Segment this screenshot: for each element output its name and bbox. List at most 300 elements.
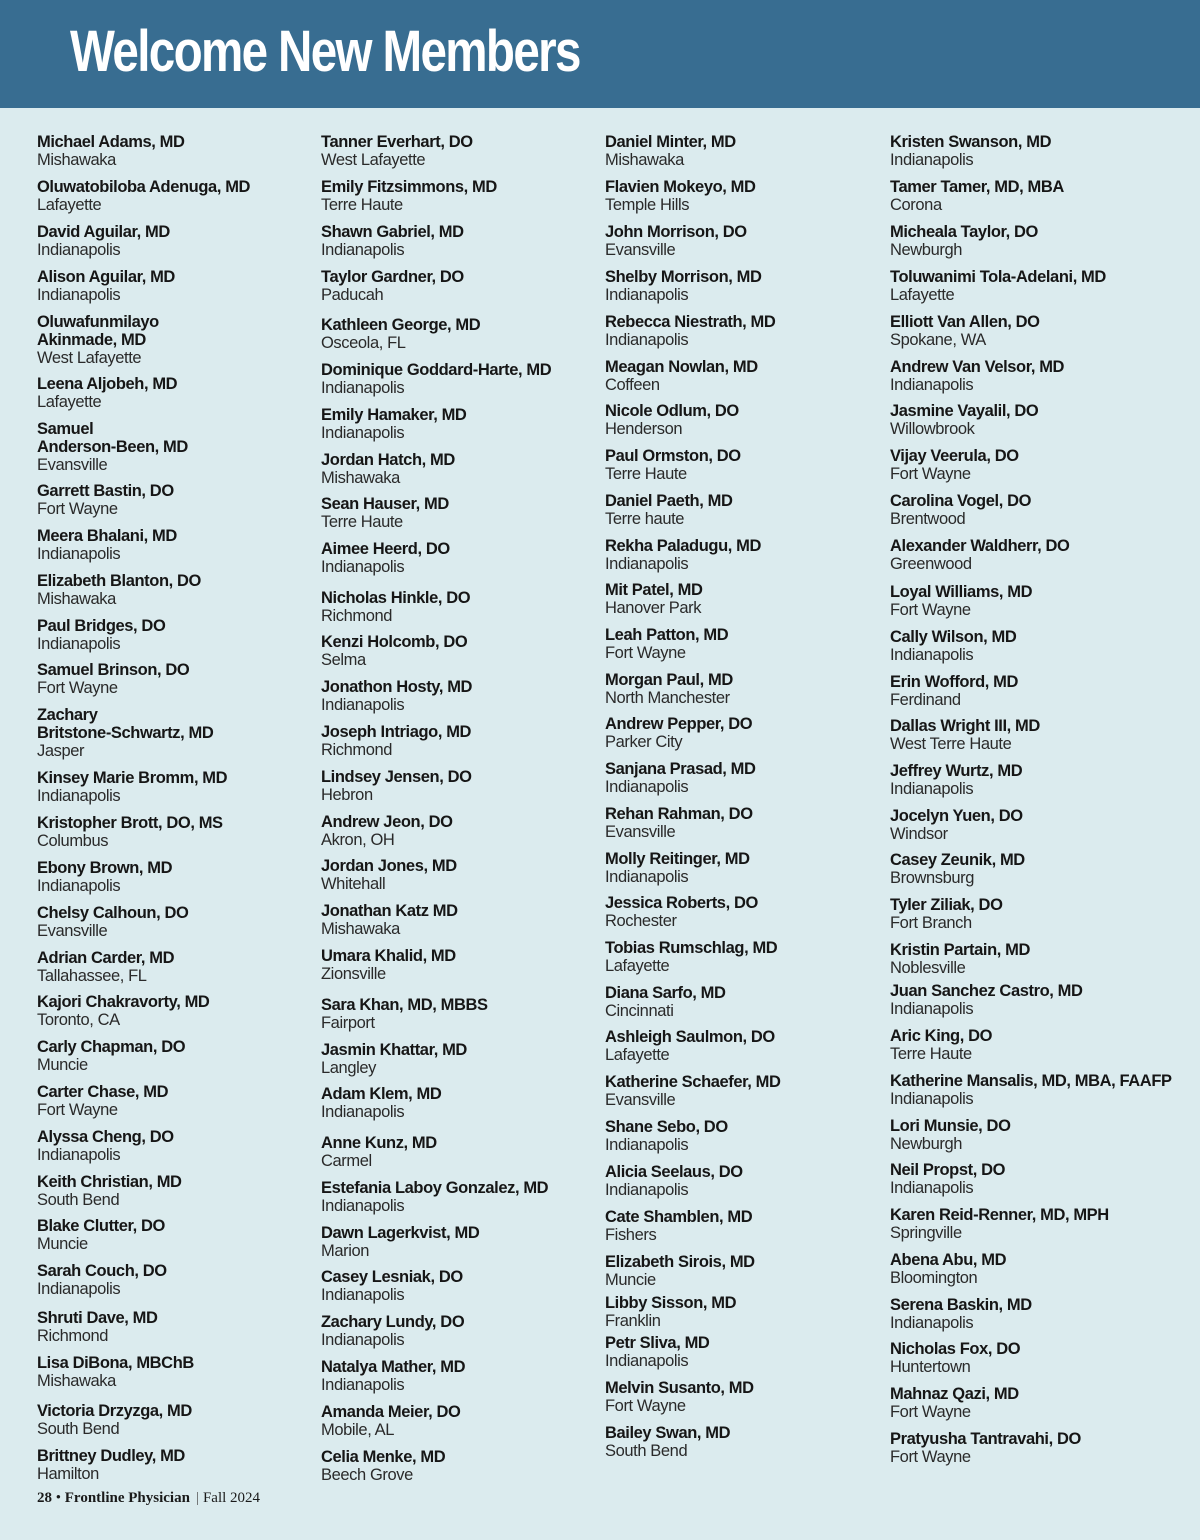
member-city: Indianapolis bbox=[321, 1376, 405, 1394]
member-entry bbox=[890, 358, 1170, 394]
member-entry bbox=[605, 268, 885, 304]
member-name: Nicholas Hinkle, DO bbox=[321, 589, 471, 607]
member-city: Indianapolis bbox=[37, 787, 121, 805]
member-entry bbox=[605, 1379, 885, 1415]
member-city: South Bend bbox=[37, 1191, 120, 1209]
member-name: Daniel Minter, MD bbox=[605, 133, 736, 151]
member-name: Lori Munsie, DO bbox=[890, 1117, 1011, 1135]
member-entry bbox=[605, 1294, 885, 1330]
member-entry bbox=[37, 1354, 317, 1390]
member-entry bbox=[890, 1027, 1170, 1063]
member-entry bbox=[37, 313, 317, 367]
member-entry bbox=[890, 1117, 1170, 1153]
member-entry bbox=[890, 1340, 1170, 1376]
member-city: Indianapolis bbox=[605, 331, 689, 349]
member-entry bbox=[321, 1358, 601, 1394]
member-city: Mishawaka bbox=[321, 469, 400, 487]
member-entry bbox=[37, 769, 317, 805]
member-name: Brittney Dudley, MD bbox=[37, 1447, 185, 1465]
member-city: South Bend bbox=[605, 1442, 688, 1460]
member-entry bbox=[37, 706, 317, 760]
member-name: Dallas Wright III, MD bbox=[890, 717, 1040, 735]
member-entry bbox=[37, 617, 317, 653]
member-entry bbox=[890, 673, 1170, 709]
member-entry bbox=[605, 671, 885, 707]
member-name: Zachary Lundy, DO bbox=[321, 1313, 465, 1331]
member-entry bbox=[321, 678, 601, 714]
member-city: Fort Wayne bbox=[37, 500, 118, 518]
member-entry bbox=[890, 1161, 1170, 1197]
member-city: West Lafayette bbox=[37, 349, 142, 367]
member-city: Terre haute bbox=[605, 510, 685, 528]
member-city: Spokane, WA bbox=[890, 331, 986, 349]
member-entry bbox=[321, 1268, 601, 1304]
member-name: Aric King, DO bbox=[890, 1027, 993, 1045]
member-column-3 bbox=[605, 133, 885, 1488]
member-name: Kathleen George, MD bbox=[321, 316, 481, 334]
member-entry bbox=[605, 1118, 885, 1154]
member-name: Jasmin Khattar, MD bbox=[321, 1041, 467, 1059]
member-city: Cincinnati bbox=[605, 1002, 674, 1020]
member-city: Evansville bbox=[605, 1091, 676, 1109]
member-column-4 bbox=[890, 133, 1170, 1488]
member-name: Libby Sisson, MD bbox=[605, 1294, 737, 1312]
member-name: Cally Wilson, MD bbox=[890, 628, 1017, 646]
member-city: Indianapolis bbox=[605, 286, 689, 304]
member-name: Samuel Brinson, DO bbox=[37, 661, 190, 679]
member-city: Columbus bbox=[37, 832, 109, 850]
member-name: Oluwafunmilayo bbox=[37, 313, 159, 331]
member-name: Pratyusha Tantravahi, DO bbox=[890, 1430, 1081, 1448]
member-name: Dominique Goddard-Harte, MD bbox=[321, 361, 552, 379]
member-entry bbox=[321, 406, 601, 442]
member-name: Adrian Carder, MD bbox=[37, 949, 175, 967]
member-city: Indianapolis bbox=[37, 635, 121, 653]
member-city: Fort Wayne bbox=[605, 644, 686, 662]
member-entry bbox=[321, 1224, 601, 1260]
member-name: Shruti Dave, MD bbox=[37, 1309, 158, 1327]
member-entry bbox=[321, 1313, 601, 1349]
member-city: Indianapolis bbox=[37, 1146, 121, 1164]
member-name: Ashleigh Saulmon, DO bbox=[605, 1028, 775, 1046]
member-column-2 bbox=[321, 133, 601, 1488]
member-entry bbox=[890, 807, 1170, 843]
member-city: Franklin bbox=[605, 1312, 661, 1330]
member-entry bbox=[605, 1073, 885, 1109]
member-city: Toronto, CA bbox=[37, 1011, 120, 1029]
member-city: Indianapolis bbox=[605, 868, 689, 886]
member-name: Morgan Paul, MD bbox=[605, 671, 733, 689]
member-city: Jasper bbox=[37, 742, 85, 760]
header-banner bbox=[0, 0, 1200, 108]
member-city: Evansville bbox=[37, 922, 108, 940]
member-city: Evansville bbox=[37, 456, 108, 474]
member-entry bbox=[890, 1251, 1170, 1287]
member-entry bbox=[605, 1334, 885, 1370]
member-name: Kristen Swanson, MD bbox=[890, 133, 1052, 151]
member-name: Serena Baskin, MD bbox=[890, 1296, 1032, 1314]
member-city: Terre Haute bbox=[321, 513, 403, 531]
member-entry bbox=[37, 814, 317, 850]
member-city: Selma bbox=[321, 651, 366, 669]
member-city: Indianapolis bbox=[890, 1090, 974, 1108]
member-name: Rebecca Niestrath, MD bbox=[605, 313, 776, 331]
member-entry bbox=[890, 178, 1170, 214]
member-city: Indianapolis bbox=[321, 696, 405, 714]
member-name: Natalya Mather, MD bbox=[321, 1358, 466, 1376]
publication-name: Frontline Physician bbox=[64, 1490, 190, 1506]
member-entry bbox=[605, 178, 885, 214]
member-name: Keith Christian, MD bbox=[37, 1173, 182, 1191]
member-name: Alicia Seelaus, DO bbox=[605, 1163, 743, 1181]
member-city: Fort Branch bbox=[890, 914, 972, 932]
member-entry bbox=[890, 537, 1170, 573]
member-entry bbox=[605, 1163, 885, 1199]
member-entry bbox=[605, 447, 885, 483]
member-name: Oluwatobiloba Adenuga, MD bbox=[37, 178, 251, 196]
member-name: Toluwanimi Tola-Adelani, MD bbox=[890, 268, 1106, 286]
member-name-continued: Anderson-Been, MD bbox=[37, 438, 188, 456]
member-entry bbox=[37, 904, 317, 940]
member-entry bbox=[890, 941, 1170, 977]
member-entry bbox=[890, 717, 1170, 753]
member-name: Andrew Jeon, DO bbox=[321, 813, 453, 831]
member-entry bbox=[321, 723, 601, 759]
member-name: Cate Shamblen, MD bbox=[605, 1208, 753, 1226]
member-entry bbox=[605, 894, 885, 930]
member-city: Indianapolis bbox=[37, 877, 121, 895]
member-name: Sara Khan, MD, MBBS bbox=[321, 996, 488, 1014]
member-city: Henderson bbox=[605, 420, 683, 438]
member-name: Carolina Vogel, DO bbox=[890, 492, 1032, 510]
member-entry bbox=[605, 358, 885, 394]
member-entry bbox=[321, 947, 601, 983]
member-name: Leena Aljobeh, MD bbox=[37, 375, 178, 393]
member-name: Mit Patel, MD bbox=[605, 581, 703, 599]
member-city: Tallahassee, FL bbox=[37, 967, 147, 985]
member-entry bbox=[890, 133, 1170, 169]
member-name: Kinsey Marie Bromm, MD bbox=[37, 769, 228, 787]
member-name: Jocelyn Yuen, DO bbox=[890, 807, 1023, 825]
member-entry bbox=[605, 492, 885, 528]
member-city: Fairport bbox=[321, 1014, 375, 1032]
member-entry bbox=[321, 589, 601, 625]
member-name: Celia Menke, MD bbox=[321, 1448, 446, 1466]
member-name: Alexander Waldherr, DO bbox=[890, 537, 1070, 555]
member-entry bbox=[37, 572, 317, 608]
member-name: Amanda Meier, DO bbox=[321, 1403, 461, 1421]
member-city: Hebron bbox=[321, 786, 373, 804]
member-city: Evansville bbox=[605, 241, 676, 259]
member-entry bbox=[321, 857, 601, 893]
member-entry bbox=[37, 1038, 317, 1074]
member-city: Terre Haute bbox=[321, 196, 403, 214]
member-entry bbox=[605, 760, 885, 796]
member-city: Brentwood bbox=[890, 510, 966, 528]
member-city: Newburgh bbox=[890, 241, 963, 259]
member-city: Lafayette bbox=[37, 393, 102, 411]
member-name: Leah Patton, MD bbox=[605, 626, 729, 644]
member-name: Sean Hauser, MD bbox=[321, 495, 449, 513]
member-entry bbox=[890, 1385, 1170, 1421]
member-city: Terre Haute bbox=[890, 1045, 972, 1063]
member-name: Jordan Hatch, MD bbox=[321, 451, 455, 469]
member-name: Tamer Tamer, MD, MBA bbox=[890, 178, 1064, 196]
member-entry bbox=[321, 1403, 601, 1439]
member-entry bbox=[890, 896, 1170, 932]
member-city: Indianapolis bbox=[37, 286, 121, 304]
member-entry bbox=[890, 851, 1170, 887]
member-name: Diana Sarfo, MD bbox=[605, 984, 726, 1002]
member-city: Lafayette bbox=[605, 1046, 670, 1064]
member-entry bbox=[890, 982, 1170, 1018]
member-name: Umara Khalid, MD bbox=[321, 947, 456, 965]
member-city: Akron, OH bbox=[321, 831, 395, 849]
member-entry bbox=[321, 813, 601, 849]
member-city: Windsor bbox=[890, 825, 948, 843]
member-city: Indianapolis bbox=[605, 778, 689, 796]
member-city: Indianapolis bbox=[605, 1352, 689, 1370]
member-entry bbox=[605, 1253, 885, 1289]
member-entry bbox=[890, 268, 1170, 304]
member-name: Daniel Paeth, MD bbox=[605, 492, 733, 510]
member-city: Parker City bbox=[605, 733, 683, 751]
member-name: Paul Bridges, DO bbox=[37, 617, 166, 635]
member-city: Langley bbox=[321, 1059, 376, 1077]
member-name: Katherine Mansalis, MD, MBA, FAAFP bbox=[890, 1072, 1172, 1090]
member-entry bbox=[890, 1430, 1170, 1466]
member-city: Mishawaka bbox=[37, 590, 116, 608]
member-name: Lisa DiBona, MBChB bbox=[37, 1354, 194, 1372]
member-name: Ebony Brown, MD bbox=[37, 859, 173, 877]
member-city: Indianapolis bbox=[321, 558, 405, 576]
member-entry bbox=[605, 984, 885, 1020]
member-entry bbox=[37, 859, 317, 895]
member-name: Paul Ormston, DO bbox=[605, 447, 741, 465]
member-city: Indianapolis bbox=[890, 376, 974, 394]
member-name: Rehan Rahman, DO bbox=[605, 805, 753, 823]
member-city: Indianapolis bbox=[321, 1197, 405, 1215]
member-column-1 bbox=[37, 133, 317, 1488]
footer-divider: | bbox=[195, 1490, 199, 1506]
member-city: Mobile, AL bbox=[321, 1421, 395, 1439]
member-name: Abena Abu, MD bbox=[890, 1251, 1007, 1269]
member-entry bbox=[37, 1083, 317, 1119]
member-name: Kajori Chakravorty, MD bbox=[37, 993, 210, 1011]
member-entry bbox=[890, 1072, 1170, 1108]
member-name: Nicole Odlum, DO bbox=[605, 402, 739, 420]
member-city: Terre Haute bbox=[605, 465, 687, 483]
member-city: West Lafayette bbox=[321, 151, 426, 169]
member-entry bbox=[37, 1128, 317, 1164]
member-city: Fort Wayne bbox=[605, 1397, 686, 1415]
member-city: Rochester bbox=[605, 912, 677, 930]
member-city: West Terre Haute bbox=[890, 735, 1012, 753]
member-entry bbox=[890, 313, 1170, 349]
page-number: 28 bbox=[37, 1490, 52, 1506]
member-city: Indianapolis bbox=[37, 545, 121, 563]
member-entry bbox=[605, 1424, 885, 1460]
member-city: Fort Wayne bbox=[890, 1403, 971, 1421]
member-name: Melvin Susanto, MD bbox=[605, 1379, 754, 1397]
member-city: Osceola, FL bbox=[321, 334, 406, 352]
member-city: Muncie bbox=[37, 1056, 88, 1074]
member-name: Samuel bbox=[37, 420, 94, 438]
member-entry bbox=[321, 178, 601, 214]
member-entry bbox=[321, 1041, 601, 1077]
member-city: Brownsburg bbox=[890, 869, 975, 887]
member-entry bbox=[321, 268, 601, 304]
member-entry bbox=[605, 537, 885, 573]
member-entry bbox=[890, 447, 1170, 483]
member-entry bbox=[37, 1262, 317, 1298]
member-city: Muncie bbox=[37, 1235, 88, 1253]
member-city: Indianapolis bbox=[605, 555, 689, 573]
member-city: Indianapolis bbox=[890, 646, 974, 664]
member-city: Beech Grove bbox=[321, 1466, 413, 1484]
member-name: Joseph Intriago, MD bbox=[321, 723, 472, 741]
member-city: Fort Wayne bbox=[890, 1448, 971, 1466]
member-entry bbox=[321, 133, 601, 169]
member-name: Taylor Gardner, DO bbox=[321, 268, 464, 286]
member-entry bbox=[605, 1208, 885, 1244]
member-city: Mishawaka bbox=[321, 920, 400, 938]
member-city: Fishers bbox=[605, 1226, 657, 1244]
member-entry bbox=[890, 762, 1170, 798]
member-city: Carmel bbox=[321, 1152, 372, 1170]
member-name: Alison Aguilar, MD bbox=[37, 268, 175, 286]
member-name: Tobias Rumschlag, MD bbox=[605, 939, 778, 957]
member-entry bbox=[321, 540, 601, 576]
member-name: Sarah Couch, DO bbox=[37, 1262, 167, 1280]
member-name: Dawn Lagerkvist, MD bbox=[321, 1224, 480, 1242]
member-name: Jasmine Vayalil, DO bbox=[890, 402, 1039, 420]
member-name: Jessica Roberts, DO bbox=[605, 894, 758, 912]
member-city: Hamilton bbox=[37, 1465, 99, 1483]
member-name: Neil Propst, DO bbox=[890, 1161, 1006, 1179]
member-name: Micheala Taylor, DO bbox=[890, 223, 1038, 241]
member-city: Zionsville bbox=[321, 965, 386, 983]
member-name: Tyler Ziliak, DO bbox=[890, 896, 1003, 914]
member-name: Jonathon Hosty, MD bbox=[321, 678, 473, 696]
member-name: Elliott Van Allen, DO bbox=[890, 313, 1040, 331]
member-entry bbox=[37, 223, 317, 259]
member-city: Indianapolis bbox=[321, 379, 405, 397]
member-name: Nicholas Fox, DO bbox=[890, 1340, 1021, 1358]
member-name: Meagan Nowlan, MD bbox=[605, 358, 758, 376]
member-name-continued: Akinmade, MD bbox=[37, 331, 146, 349]
member-name: Rekha Paladugu, MD bbox=[605, 537, 761, 555]
member-name: Victoria Drzyzga, MD bbox=[37, 1402, 192, 1420]
member-name: Elizabeth Blanton, DO bbox=[37, 572, 201, 590]
member-name: Blake Clutter, DO bbox=[37, 1217, 165, 1235]
member-entry bbox=[321, 361, 601, 397]
member-city: Indianapolis bbox=[890, 151, 974, 169]
member-city: Indianapolis bbox=[321, 1103, 405, 1121]
member-city: Ferdinand bbox=[890, 691, 961, 709]
member-entry bbox=[37, 133, 317, 169]
member-entry bbox=[37, 375, 317, 411]
member-entry bbox=[321, 633, 601, 669]
page-footer bbox=[37, 1490, 260, 1507]
member-entry bbox=[321, 996, 601, 1032]
member-name: Flavien Mokeyo, MD bbox=[605, 178, 756, 196]
member-city: Indianapolis bbox=[605, 1136, 689, 1154]
member-name: Shawn Gabriel, MD bbox=[321, 223, 464, 241]
member-name: Vijay Veerula, DO bbox=[890, 447, 1019, 465]
member-city: Greenwood bbox=[890, 555, 972, 573]
member-city: Huntertown bbox=[890, 1358, 971, 1376]
member-entry bbox=[890, 402, 1170, 438]
member-city: Mishawaka bbox=[37, 1372, 116, 1390]
member-city: Hanover Park bbox=[605, 599, 702, 617]
member-city: Corona bbox=[890, 196, 942, 214]
member-name: Shelby Morrison, MD bbox=[605, 268, 762, 286]
member-city: Marion bbox=[321, 1242, 370, 1260]
member-city: Fort Wayne bbox=[37, 1101, 118, 1119]
member-entry bbox=[890, 1296, 1170, 1332]
member-entry bbox=[605, 805, 885, 841]
member-entry bbox=[605, 939, 885, 975]
member-name: Juan Sanchez Castro, MD bbox=[890, 982, 1083, 1000]
member-entry bbox=[37, 527, 317, 563]
member-city: Mishawaka bbox=[605, 151, 684, 169]
member-city: Lafayette bbox=[605, 957, 670, 975]
member-name: Loyal Williams, MD bbox=[890, 583, 1033, 601]
member-entry bbox=[605, 313, 885, 349]
member-name: Carter Chase, MD bbox=[37, 1083, 169, 1101]
member-name: Andrew Van Velsor, MD bbox=[890, 358, 1065, 376]
member-city: Indianapolis bbox=[605, 1181, 689, 1199]
member-city: Indianapolis bbox=[37, 241, 121, 259]
member-city: Fort Wayne bbox=[890, 601, 971, 619]
member-name: Tanner Everhart, DO bbox=[321, 133, 473, 151]
member-entry bbox=[605, 1028, 885, 1064]
member-entry bbox=[605, 626, 885, 662]
member-entry bbox=[321, 1134, 601, 1170]
member-name: Casey Lesniak, DO bbox=[321, 1268, 463, 1286]
member-city: Springville bbox=[890, 1224, 962, 1242]
member-entry bbox=[605, 850, 885, 886]
member-entry bbox=[321, 223, 601, 259]
member-name: Erin Wofford, MD bbox=[890, 673, 1019, 691]
member-city: Mishawaka bbox=[37, 151, 116, 169]
member-entry bbox=[37, 661, 317, 697]
member-name: Anne Kunz, MD bbox=[321, 1134, 437, 1152]
member-city: Temple Hills bbox=[605, 196, 690, 214]
member-city: Paducah bbox=[321, 286, 384, 304]
member-city: North Manchester bbox=[605, 689, 730, 707]
member-name: John Morrison, DO bbox=[605, 223, 747, 241]
member-entry bbox=[37, 949, 317, 985]
member-city: Evansville bbox=[605, 823, 676, 841]
member-entry bbox=[605, 223, 885, 259]
member-entry bbox=[605, 581, 885, 617]
member-entry bbox=[37, 1309, 317, 1345]
member-city: Newburgh bbox=[890, 1135, 963, 1153]
member-entry bbox=[37, 482, 317, 518]
member-name: Mahnaz Qazi, MD bbox=[890, 1385, 1019, 1403]
member-city: Richmond bbox=[321, 741, 393, 759]
footer-bullet: • bbox=[55, 1490, 62, 1506]
member-entry bbox=[605, 715, 885, 751]
member-name: Petr Sliva, MD bbox=[605, 1334, 710, 1352]
member-city: Richmond bbox=[37, 1327, 109, 1345]
member-name: Carly Chapman, DO bbox=[37, 1038, 186, 1056]
member-city: Indianapolis bbox=[890, 780, 974, 798]
member-city: Indianapolis bbox=[321, 241, 405, 259]
member-city: Whitehall bbox=[321, 875, 386, 893]
